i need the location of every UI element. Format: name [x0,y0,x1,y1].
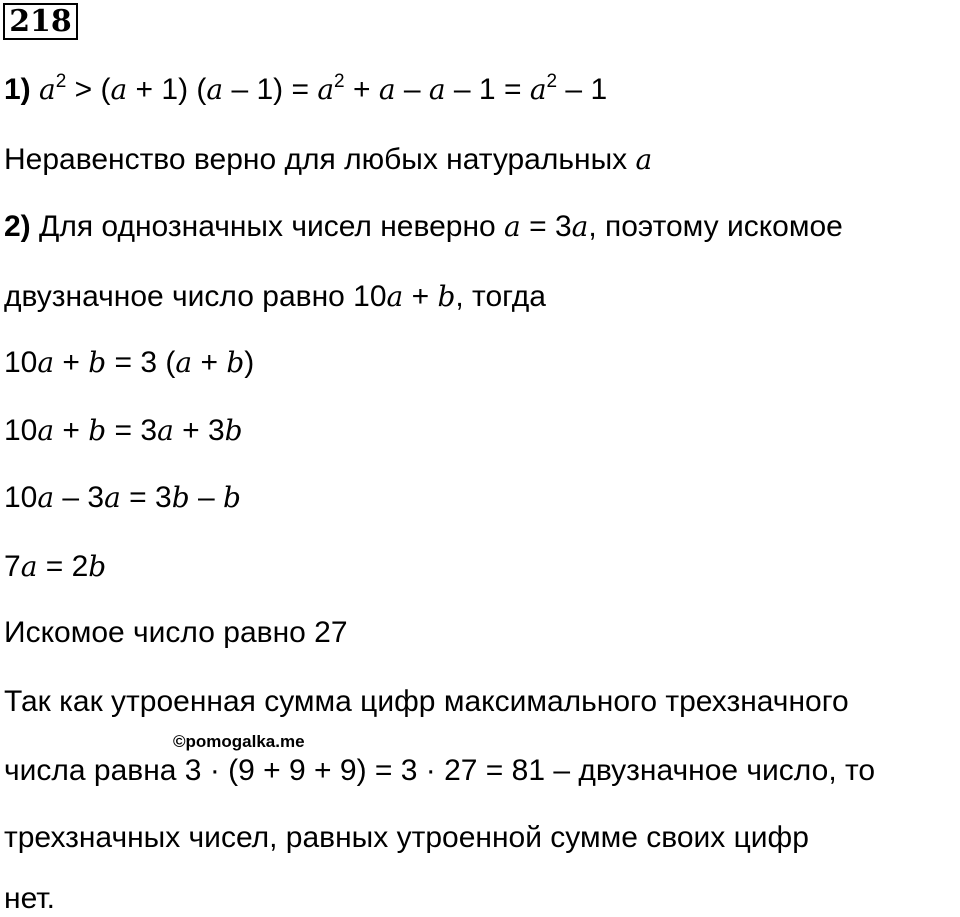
var-a: a [386,280,404,313]
text: – 1 [557,73,608,106]
exponent: 2 [55,71,67,92]
part2-label: 2) [4,210,31,243]
var-b: b [226,346,245,379]
text: 10 [4,346,38,379]
text: + [54,346,89,379]
var-a: a [571,210,589,243]
text: – 3 [54,481,105,514]
var-b: b [171,481,190,514]
var-a: a [378,73,396,106]
part2-line2 [4,279,546,315]
text: Для однозначных чисел неверно [30,210,505,243]
text: = 3 [520,210,572,243]
text: + [192,346,227,379]
answer-line: Искомое число равно 27 [4,616,348,649]
text: + 3 [173,414,225,447]
text: + [403,280,438,313]
text: 10 [4,414,38,447]
text: – 1 = [445,73,530,106]
exponent: 2 [546,71,558,92]
exponent: 2 [334,71,345,92]
text: = 2 [37,550,89,583]
var-a: a [317,73,335,106]
var-a: a [110,73,128,106]
paragraph-line-3: трехзначных чисел, равных утроенной сумме своих цифр [4,821,809,854]
text: , поэтому искомое [588,210,843,243]
var-a: a [157,414,174,447]
paragraph-line-4: нет. [4,882,56,915]
text: = 3 ( [106,346,176,379]
paragraph-line-2: числа равна 3 · (9 + 9 + 9) = 3 · 27 = 81 – двузначное число, то [4,754,876,787]
problem-number: 218 [3,3,78,40]
text: Неравенство верно для любых натуральных [4,143,636,176]
text: – 1) = [223,73,318,106]
text: + [344,73,379,106]
text: – [189,481,223,514]
text: , тогда [455,280,546,313]
text: > ( [66,73,111,106]
text: = 3 [120,481,172,514]
part1-label: 1) [4,73,31,106]
var-a: a [428,73,446,106]
text: + [54,414,89,447]
text: + 1) ( [127,73,207,106]
var-a: a [206,73,224,106]
var-a: a [175,346,193,379]
text: 7 [4,550,21,583]
var-b: b [88,550,107,583]
var-a: a [37,481,55,514]
var-a: a [20,550,38,583]
text: двузначное число равно 10 [4,280,387,313]
text: = 3 [106,414,158,447]
var-a: a [39,73,56,106]
var-a: a [529,73,547,106]
var-b: b [224,414,243,447]
var-b: b [88,414,107,447]
var-a: a [504,210,521,243]
var-a: a [635,143,653,176]
equation-1 [4,345,254,381]
part1-conclusion [4,142,652,178]
part2-line1 [4,209,843,245]
var-a: a [37,346,55,379]
var-a: a [37,414,55,447]
text: – [395,73,429,106]
paragraph-line-1: Так как утроенная сумма цифр максимального трехзначного [4,685,849,718]
var-b: b [437,280,456,313]
equation-4 [4,549,106,585]
text: 10 [4,481,38,514]
part1-equation [4,72,607,108]
var-b: b [88,346,107,379]
equation-2 [4,413,243,449]
equation-3 [4,480,241,516]
var-a: a [104,481,121,514]
var-b: b [223,481,241,514]
text: ) [244,346,255,379]
watermark: ©pomogalka.me [173,732,305,751]
